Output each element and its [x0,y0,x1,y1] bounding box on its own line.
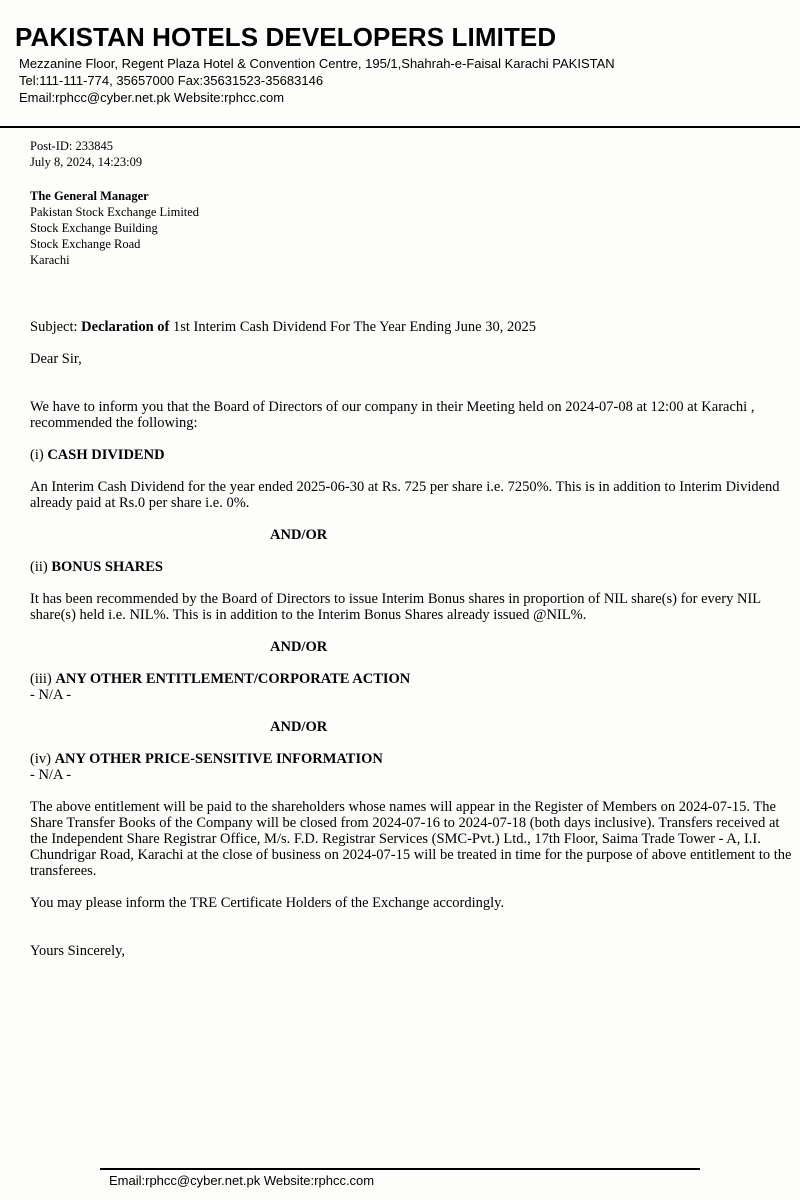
inform-paragraph: You may please inform the TRE Certificate Holders of the Exchange accordingly. [30,895,505,911]
section-number: (iii) [30,671,52,687]
section-number: (ii) [30,559,48,575]
other-entitlement-body: - N/A - [30,687,72,703]
post-id: Post-ID: 233845 [30,139,113,153]
and-or-separator: AND/OR [270,639,328,655]
section-heading-cash [30,447,800,463]
recipient-title: The General Manager [30,189,149,203]
subject-bold: Declaration of [81,319,170,335]
company-name: PAKISTAN HOTELS DEVELOPERS LIMITED [15,22,557,52]
book-closure-paragraph: The above entitlement will be paid to the shareholders whose names will appear in the Register of Members on 2024-07-15. The Share Transfer Books of the Company will be closed from 2024-07-16 to 2024-07-18 (both days inclusive). Transfers received at the Independent Share Registrar Office, M/s. F.D. Registrar Services (SMC-Pvt.) Ltd., 17th Floor, Saima Trade Tower - A, I.I. Chundrigar Road, Karachi at the close of business on 2024-07-15 will be treated in time for the purpose of above entitlement to the transferees. [30,799,792,879]
company-contact: Email:rphcc@cyber.net.pk Website:rphcc.com [19,90,285,105]
section-title: ANY OTHER ENTITLEMENT/CORPORATE ACTION [55,671,411,687]
section-title: CASH DIVIDEND [47,447,165,463]
section-number: (i) [30,447,44,463]
intro-paragraph: We have to inform you that the Board of Directors of our company in their Meeting held on 2024-07-08 at 12:00 at Karachi , recommended the following: [30,399,755,431]
letterhead [0,0,800,128]
recipient-line: Stock Exchange Road [30,237,141,251]
section-title: ANY OTHER PRICE-SENSITIVE INFORMATION [54,751,383,767]
post-datetime: July 8, 2024, 14:23:09 [30,155,143,169]
and-or-separator: AND/OR [270,527,328,543]
footer-contact: Email:rphcc@cyber.net.pk Website:rphcc.com [109,1173,375,1188]
company-address: Mezzanine Floor, Regent Plaza Hotel & Convention Centre, 195/1,Shahrah-e-Faisal Karachi PAKISTAN [19,56,615,71]
cash-dividend-body: An Interim Cash Dividend for the year ended 2025-06-30 at Rs. 725 per share i.e. 7250%. This is in addition to Interim Dividend already paid at Rs.0 per share i.e. 0%. [30,479,780,511]
salutation: Dear Sir, [30,351,82,367]
subject-label: Subject: [30,319,78,335]
subject-line [30,319,800,335]
footer-divider [100,1168,700,1170]
bonus-shares-body: It has been recommended by the Board of Directors to issue Interim Bonus shares in proportion of NIL share(s) for every NIL share(s) held i.e. NIL%. This is in addition to the Interim Bonus Shares already issued @NIL%. [30,591,761,623]
signoff: Yours Sincerely, [30,943,126,959]
and-or-separator: AND/OR [270,719,328,735]
recipient-line: Stock Exchange Building [30,221,158,235]
recipient-line: Karachi [30,253,70,267]
letter-body [30,138,800,959]
section-heading-other-entitlement [30,671,800,687]
recipient-line: Pakistan Stock Exchange Limited [30,205,200,219]
section-heading-bonus [30,559,800,575]
section-title: BONUS SHARES [51,559,163,575]
company-phones: Tel:111-111-774, 35657000 Fax:35631523-35683146 [19,73,324,88]
price-sensitive-body: - N/A - [30,767,72,783]
section-number: (iv) [30,751,51,767]
subject-text: 1st Interim Cash Dividend For The Year Ending June 30, 2025 [172,319,536,335]
section-heading-price-sensitive [30,751,800,767]
